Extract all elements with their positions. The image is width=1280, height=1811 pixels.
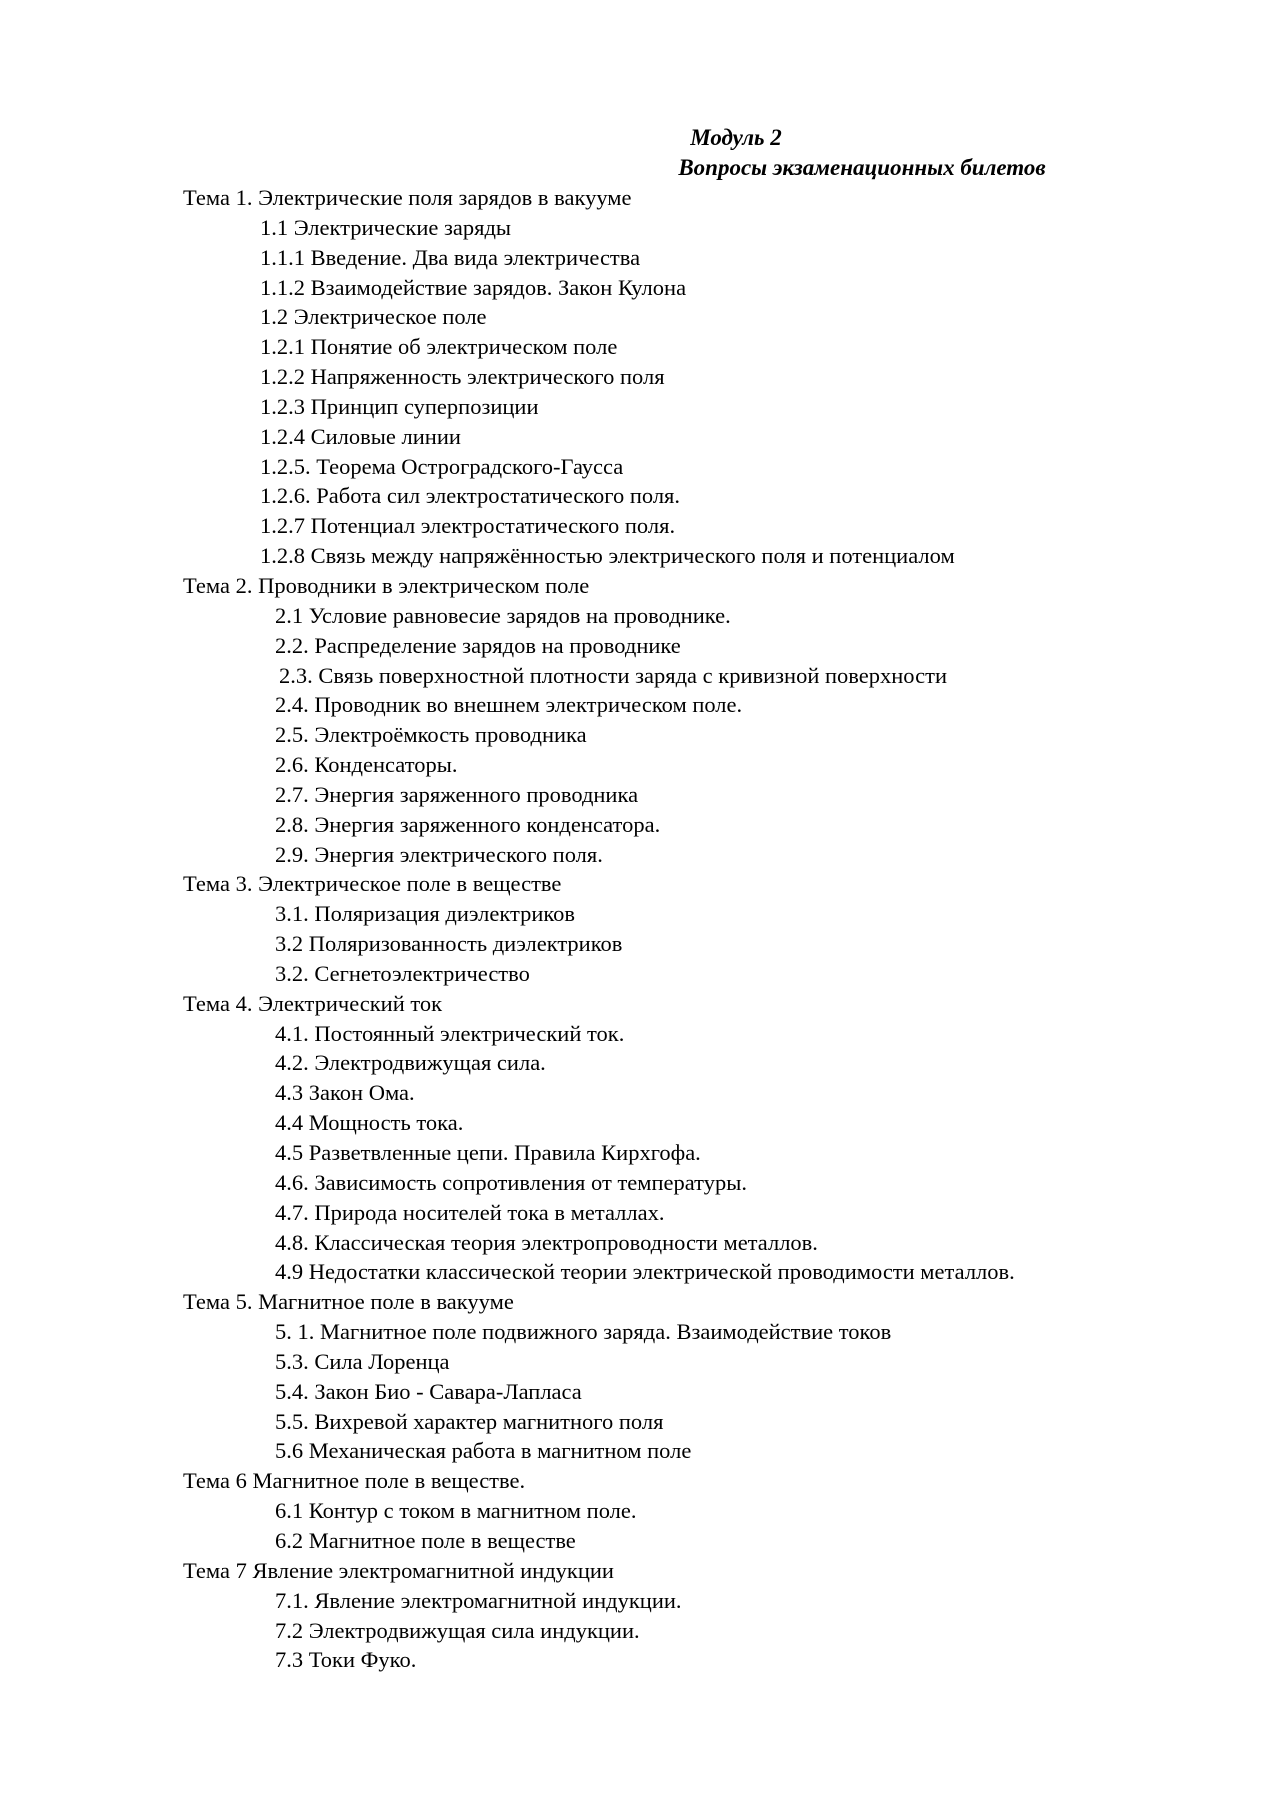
question-item: 2.7. Энергия заряженного проводника — [275, 781, 639, 807]
question-item: 5.6 Механическая работа в магнитном поле — [275, 1438, 692, 1464]
question-item: 4.5 Разветвленные цепи. Правила Кирхгофа. — [275, 1140, 701, 1165]
question-item: 1.1 Электрические заряды — [260, 214, 512, 240]
question-item: 1.1.1 Введение. Два вида электричества — [260, 244, 641, 270]
question-item: 2.1 Условие равновесие зарядов на проводнике. — [275, 602, 731, 628]
question-item: 6.2 Магнитное поле в веществе — [275, 1527, 576, 1553]
question-item: 1.2 Электрическое поле — [260, 304, 487, 330]
question-item: 1.2.8 Связь между напряжённостью электрического поля и потенциалом — [260, 543, 955, 569]
question-item: 1.2.2 Напряженность электрического поля — [260, 364, 665, 390]
question-item: 2.4. Проводник во внешнем электрическом поле. — [275, 692, 743, 718]
topic-heading: Тема 3. Электрическое поле в веществе — [183, 871, 562, 897]
question-item: 4.7. Природа носителей тока в металлах. — [275, 1199, 665, 1225]
question-item: 5.4. Закон Био - Савара-Лапласа — [275, 1378, 582, 1404]
question-item: 2.8. Энергия заряженного конденсатора. — [275, 811, 661, 837]
question-item: 7.3 Токи Фуко. — [275, 1647, 417, 1673]
module-title: Модуль 2 — [690, 125, 782, 150]
question-item: 3.2 Поляризованность диэлектриков — [275, 931, 623, 957]
question-item: 1.2.7 Потенциал электростатического поля. — [260, 513, 676, 539]
question-item: 5.5. Вихревой характер магнитного поля — [275, 1408, 664, 1434]
question-item: 1.2.6. Работа сил электростатического поля. — [260, 483, 681, 509]
question-item: 1.2.3 Принцип суперпозиции — [260, 393, 539, 419]
question-item: 7.1. Явление электромагнитной индукции. — [275, 1587, 682, 1613]
topic-heading: Тема 6 Магнитное поле в веществе. — [183, 1468, 526, 1494]
question-item: 1.2.1 Понятие об электрическом поле — [260, 334, 618, 360]
topic-heading: Тема 2. Проводники в электрическом поле — [183, 572, 590, 598]
question-item: 2.3. Связь поверхностной плотности заряда с кривизной поверхности — [279, 662, 947, 688]
question-item: 4.1. Постоянный электрический ток. — [275, 1020, 625, 1046]
question-item: 4.3 Закон Ома. — [275, 1080, 415, 1106]
topic-heading: Тема 1. Электрические поля зарядов в вакууме — [183, 185, 632, 210]
question-item: 2.2. Распределение зарядов на проводнике — [275, 632, 681, 658]
question-item: 3.1. Поляризация диэлектриков — [275, 901, 576, 927]
question-item: 4.9 Недостатки классической теории электрической проводимости металлов. — [275, 1259, 1015, 1285]
question-item: 6.1 Контур с током в магнитном поле. — [275, 1498, 637, 1524]
question-item: 4.6. Зависимость сопротивления от температуры. — [275, 1169, 747, 1195]
question-item: 2.5. Электроёмкость проводника — [275, 722, 587, 748]
exam-questions-list — [183, 183, 1243, 1675]
question-item: 5. 1. Магнитное поле подвижного заряда. Взаимодействие токов — [275, 1319, 892, 1345]
question-item: 4.4 Мощность тока. — [275, 1110, 464, 1136]
topic-heading: Тема 7 Явление электромагнитной индукции — [183, 1557, 614, 1583]
question-item: 3.2. Сегнетоэлектричество — [275, 960, 530, 986]
question-item: 7.2 Электродвижущая сила индукции. — [275, 1617, 640, 1643]
document-subtitle: Вопросы экзаменационных билетов — [678, 155, 1046, 180]
topic-heading: Тема 5. Магнитное поле в вакууме — [183, 1289, 514, 1315]
question-item: 2.6. Конденсаторы. — [275, 752, 458, 778]
question-item: 2.9. Энергия электрического поля. — [275, 841, 603, 867]
question-item: 1.2.4 Силовые линии — [260, 423, 461, 449]
question-item: 1.1.2 Взаимодействие зарядов. Закон Кулона — [260, 274, 687, 300]
question-item: 5.3. Сила Лоренца — [275, 1348, 450, 1374]
question-item: 4.2. Электродвижущая сила. — [275, 1050, 546, 1076]
topic-heading: Тема 4. Электрический ток — [183, 990, 443, 1016]
question-item: 1.2.5. Теорема Остроградского-Гаусса — [260, 453, 624, 479]
question-item: 4.8. Классическая теория электропроводности металлов. — [275, 1229, 818, 1255]
